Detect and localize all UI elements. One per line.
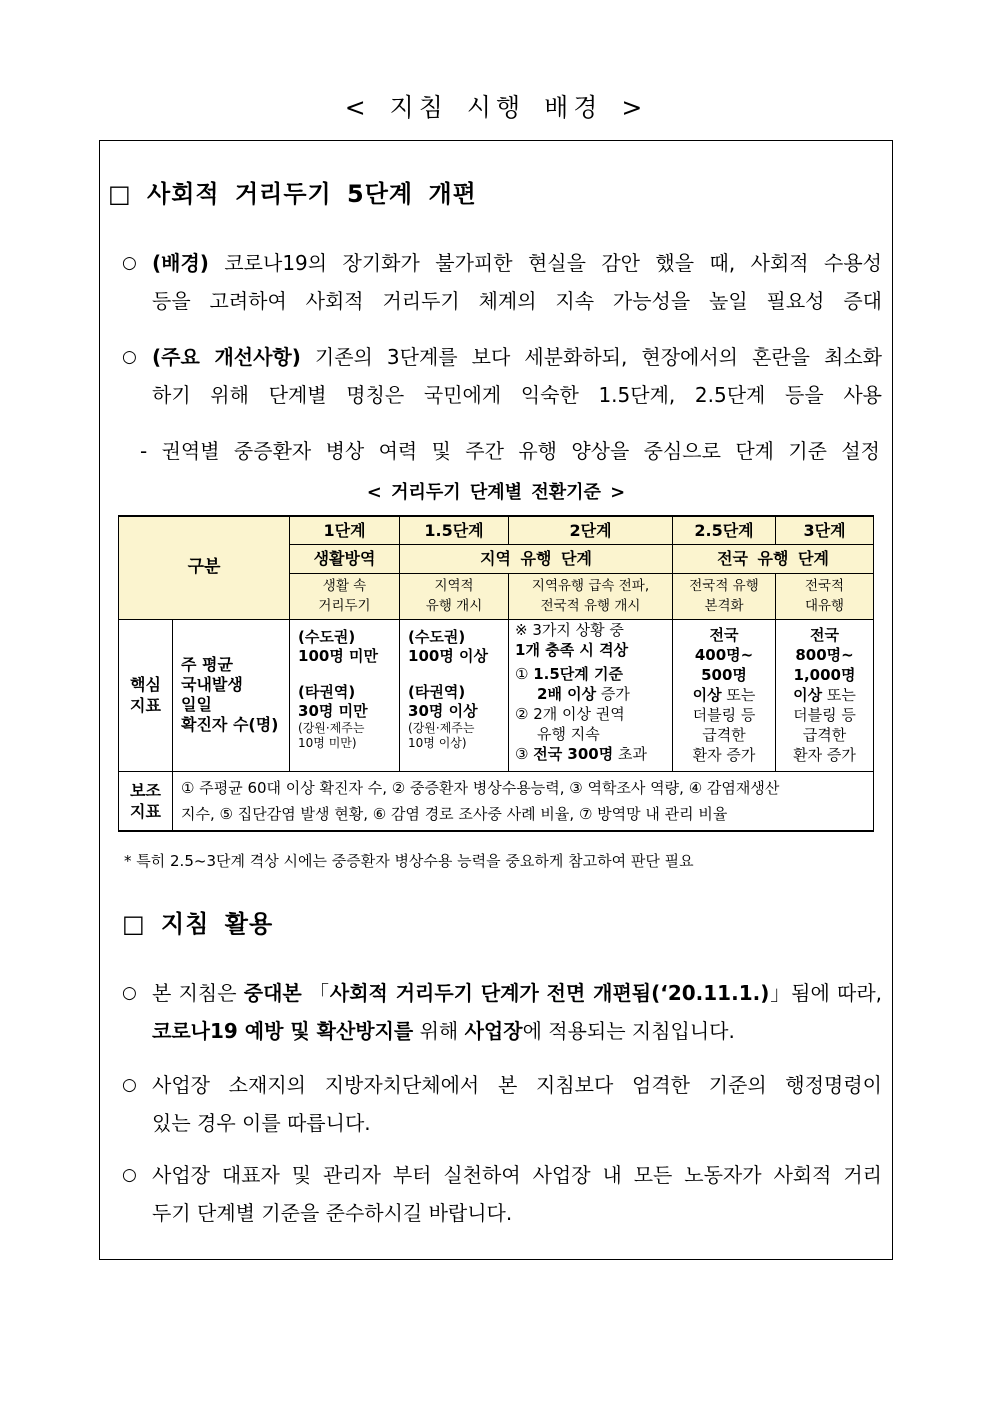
bullet-text: 사업장 대표자 및 관리자 부터 실천하여 사업장 내 모든 노동자가 사회적 거리 — [152, 1163, 882, 1187]
core-indicator-label: 핵심 지표 — [119, 619, 173, 771]
section-heading-text: 사회적 거리두기 5단계 개편 — [147, 180, 477, 208]
level-header: 2.5단계 — [673, 516, 776, 544]
bullet-text-continued: 하기 위해 단계별 명칭은 국민에게 익숙한 1.5단계, 2.5단계 등을 사용 — [152, 383, 882, 407]
dash-item-text: - 권역별 중증환자 병상 여력 및 주간 유행 양상을 중심으로 단계 기준 설정 — [140, 439, 880, 463]
group-header: 생활방역 — [290, 544, 400, 573]
circle-bullet-icon: ○ — [122, 347, 137, 367]
level-header: 3단계 — [776, 516, 874, 544]
level-description: 지역적 유행 개시 — [400, 573, 509, 619]
checkbox-square-icon: □ — [108, 180, 132, 208]
section-heading-restructure — [108, 174, 477, 209]
bullet-text-continued: 등을 고려하여 사회적 거리두기 체계의 지속 가능성을 높일 필요성 증대 — [152, 289, 882, 313]
bullet-guideline-scope: ○ 본 지침은 중대본 「사회적 거리두기 단계가 전면 개편됨(‘20.11.1.)」됨에 따라, 코로나19 예방 및 확산방지를 위해 사업장에 적용되는 지침입니다. — [122, 974, 882, 1050]
bullet-text-continued: 있는 경우 이를 따릅니다. — [152, 1111, 371, 1135]
bullet-text: 코로나19의 장기화가 불가피한 현실을 감안 했을 때, 사회적 수용성 — [224, 251, 882, 275]
level-description: 전국적 대유행 — [776, 573, 874, 619]
aux-indicator-label: 보조 지표 — [119, 771, 173, 831]
bullet-compliance — [122, 1156, 882, 1232]
aux-indicator-text: ① 주평균 60대 이상 확진자 수, ② 중증환자 병상수용능력, ③ 역학조사 역량, ④ 감염재생산 지수, ⑤ 집단감염 발생 현황, ⑥ 감염 경로 조사중 사례 비율, ⑦ 방역망 내 관리 비율 — [173, 771, 874, 831]
section-heading-usage — [122, 904, 273, 939]
bullet-text-continued: 두기 단계별 기준을 준수하시길 바랍니다. — [152, 1201, 513, 1225]
bullet-label: (배경) — [152, 251, 209, 275]
level25-criteria: 전국 400명~ 500명 이상 또는 더블링 등 급격한 환자 증가 — [673, 619, 776, 771]
bullet-text: 기존의 3단계를 보다 세분화하되, 현장에서의 혼란을 최소화 — [314, 345, 882, 369]
level-header: 1.5단계 — [400, 516, 509, 544]
stage-criteria-table — [118, 515, 874, 832]
checkbox-square-icon: □ — [122, 910, 146, 938]
level15-criteria: (수도권) 100명 이상 (타권역) 30명 이상 (강원·제주는 10명 이상) — [400, 619, 509, 771]
level1-criteria: (수도권) 100명 미만 (타권역) 30명 미만 (강원·제주는 10명 미만) — [290, 619, 400, 771]
group-header: 전국 유행 단계 — [673, 544, 874, 573]
circle-bullet-icon: ○ — [122, 1165, 137, 1185]
page-title: < 지침 시행 배경 > — [344, 93, 648, 122]
level-header: 2단계 — [509, 516, 673, 544]
bullet-label: (주요 개선사항) — [152, 345, 301, 369]
core-metric-label: 주 평균 국내발생 일일 확진자 수(명) — [173, 619, 290, 771]
level2-criteria: ※ 3가지 상황 중 1개 충족 시 격상 ① 1.5단계 기준 2배 이상 증가 ② 2개 이상 권역 유행 지속 ③ 전국 300명 초과 — [509, 619, 673, 771]
bullet-local-orders — [122, 1066, 882, 1142]
bullet-background — [122, 244, 882, 320]
level-description: 전국적 유행 본격화 — [673, 573, 776, 619]
bullet-text: 사업장 소재지의 지방자치단체에서 본 지침보다 엄격한 기준의 행정명령이 — [152, 1073, 882, 1097]
bullet-improvements — [122, 338, 882, 414]
section-heading-text: 지침 활용 — [161, 910, 274, 938]
level-description: 생활 속 거리두기 — [290, 573, 400, 619]
dash-item — [140, 436, 880, 466]
circle-bullet-icon: ○ — [122, 1075, 137, 1095]
table-caption: < 거리두기 단계별 전환기준 > — [366, 482, 626, 503]
level-header: 1단계 — [290, 516, 400, 544]
group-header: 지역 유행 단계 — [400, 544, 673, 573]
circle-bullet-icon: ○ — [122, 983, 137, 1003]
level-description: 지역유행 급속 전파, 전국적 유행 개시 — [509, 573, 673, 619]
level3-criteria: 전국 800명~ 1,000명 이상 또는 더블링 등 급격한 환자 증가 — [776, 619, 874, 771]
circle-bullet-icon: ○ — [122, 253, 137, 273]
footnote: * 특히 2.5~3단계 격상 시에는 중증환자 병상수용 능력을 중요하게 참고하여 판단 필요 — [124, 852, 694, 870]
category-header: 구분 — [119, 516, 290, 619]
